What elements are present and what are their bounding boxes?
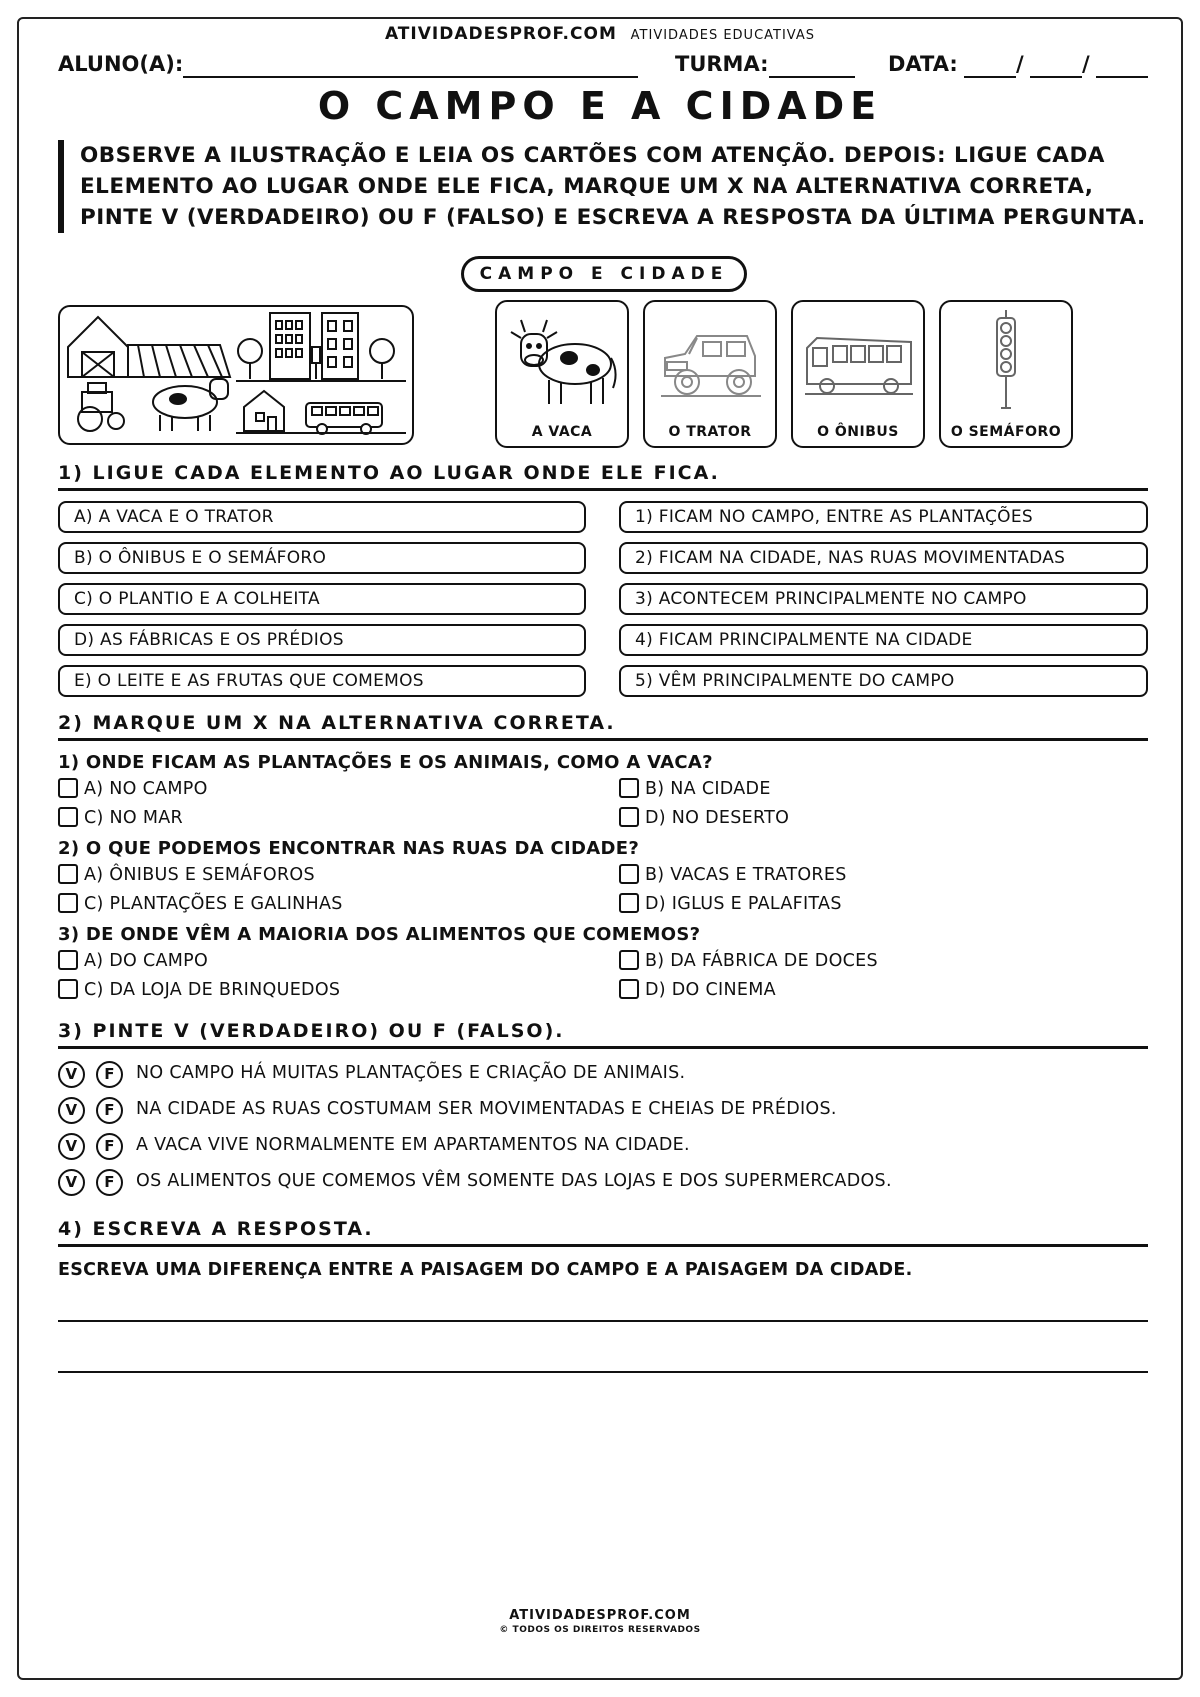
tf-statement: NA CIDADE AS RUAS COSTUMAM SER MOVIMENTADAS E CHEIAS DE PRÉDIOS. — [136, 1099, 837, 1119]
q2-1-option-d[interactable] — [619, 806, 789, 830]
option-label: B) DA FÁBRICA DE DOCES — [645, 951, 878, 971]
true-option-circle[interactable]: V — [58, 1061, 85, 1088]
farm-and-city-scene-illustration — [58, 305, 414, 445]
match-right-2[interactable]: 2) FICAM NA CIDADE, NAS RUAS MOVIMENTADAS — [619, 542, 1148, 574]
false-option-circle[interactable]: F — [96, 1097, 123, 1124]
q4-prompt: ESCREVA UMA DIFERENÇA ENTRE A PAISAGEM DO CAMPO E A PAISAGEM DA CIDADE. — [58, 1260, 913, 1280]
option-label: D) IGLUS E PALAFITAS — [645, 894, 842, 914]
q2-2-option-d[interactable] — [619, 892, 842, 916]
tf-statement: A VACA VIVE NORMALMENTE EM APARTAMENTOS NA CIDADE. — [136, 1135, 690, 1155]
bus-icon — [799, 308, 917, 416]
jeep-icon — [651, 308, 769, 416]
student-name-label: ALUNO(A): — [58, 52, 184, 76]
q3-heading: 3) PINTE V (VERDADEIRO) OU F (FALSO). — [58, 1020, 1148, 1049]
q1-heading: 1) LIGUE CADA ELEMENTO AO LUGAR ONDE ELE FICA. — [58, 462, 1148, 491]
checkbox[interactable] — [58, 864, 78, 884]
card-traffic-light — [939, 300, 1073, 448]
tf-statement: NO CAMPO HÁ MUITAS PLANTAÇÕES E CRIAÇÃO DE ANIMAIS. — [136, 1063, 686, 1083]
option-label: C) PLANTAÇÕES E GALINHAS — [84, 894, 343, 914]
date-slash-2: / — [1082, 52, 1090, 76]
site-subtitle: ATIVIDADES EDUCATIVAS — [630, 28, 816, 43]
match-left-e[interactable]: E) O LEITE E AS FRUTAS QUE COMEMOS — [58, 665, 586, 697]
cow-icon — [503, 308, 621, 416]
match-left-a[interactable]: A) A VACA E O TRATOR — [58, 501, 586, 533]
card-tractor-label: O TRATOR — [668, 424, 752, 440]
page-title: O CAMPO E A CIDADE — [317, 84, 883, 128]
q2-3-option-a[interactable] — [58, 949, 208, 973]
option-label: C) NO MAR — [84, 808, 183, 828]
match-right-4[interactable]: 4) FICAM PRINCIPALMENTE NA CIDADE — [619, 624, 1148, 656]
option-label: A) NO CAMPO — [84, 779, 208, 799]
true-option-circle[interactable]: V — [58, 1097, 85, 1124]
date-month-field[interactable] — [1030, 76, 1082, 78]
match-left-b[interactable]: B) O ÔNIBUS E O SEMÁFORO — [58, 542, 586, 574]
q2-question-1: 1) ONDE FICAM AS PLANTAÇÕES E OS ANIMAIS, COMO A VACA? — [58, 752, 713, 773]
option-label: D) NO DESERTO — [645, 808, 790, 828]
site-brand: ATIVIDADESPROF.COM — [384, 24, 617, 44]
checkbox[interactable] — [619, 807, 639, 827]
class-label: TURMA: — [675, 52, 769, 76]
q4-heading: 4) ESCREVA A RESPOSTA. — [58, 1218, 1148, 1247]
match-left-d[interactable]: D) AS FÁBRICAS E OS PRÉDIOS — [58, 624, 586, 656]
q2-question-3: 3) DE ONDE VÊM A MAIORIA DOS ALIMENTOS QUE COMEMOS? — [58, 924, 701, 945]
card-cow-label: A VACA — [531, 424, 593, 440]
checkbox[interactable] — [619, 979, 639, 999]
section-label-pill: CAMPO E CIDADE — [461, 256, 747, 292]
option-label: A) ÔNIBUS E SEMÁFOROS — [84, 865, 315, 885]
q2-3-option-c[interactable] — [58, 978, 340, 1002]
answer-line-1[interactable] — [58, 1320, 1148, 1322]
q2-2-option-a[interactable] — [58, 863, 315, 887]
q2-3-option-d[interactable] — [619, 978, 776, 1002]
tf-statement: OS ALIMENTOS QUE COMEMOS VÊM SOMENTE DAS LOJAS E DOS SUPERMERCADOS. — [136, 1171, 892, 1191]
q2-1-option-c[interactable] — [58, 806, 183, 830]
option-label: D) DO CINEMA — [645, 980, 776, 1000]
checkbox[interactable] — [619, 864, 639, 884]
checkbox[interactable] — [58, 893, 78, 913]
date-slash-1: / — [1016, 52, 1024, 76]
q2-1-option-b[interactable] — [619, 777, 771, 801]
card-traffic-light-label: O SEMÁFORO — [950, 424, 1062, 440]
student-info-line — [58, 52, 1148, 80]
false-option-circle[interactable]: F — [96, 1133, 123, 1160]
checkbox[interactable] — [58, 950, 78, 970]
option-label: C) DA LOJA DE BRINQUEDOS — [84, 980, 341, 1000]
date-label: DATA: — [888, 52, 958, 76]
option-label: A) DO CAMPO — [84, 951, 209, 971]
q2-2-option-c[interactable] — [58, 892, 343, 916]
date-day-field[interactable] — [964, 76, 1016, 78]
false-option-circle[interactable]: F — [96, 1061, 123, 1088]
q2-3-option-b[interactable] — [619, 949, 878, 973]
q2-2-option-b[interactable] — [619, 863, 847, 887]
class-field[interactable] — [769, 76, 855, 78]
site-header — [0, 24, 1200, 44]
checkbox[interactable] — [619, 893, 639, 913]
footer-rights: © TODOS OS DIREITOS RESERVADOS — [499, 1625, 701, 1635]
q2-question-2: 2) O QUE PODEMOS ENCONTRAR NAS RUAS DA CIDADE? — [58, 838, 640, 859]
card-cow — [495, 300, 629, 448]
false-option-circle[interactable]: F — [96, 1169, 123, 1196]
date-year-field[interactable] — [1096, 76, 1148, 78]
scene-illustration-icon — [60, 307, 412, 443]
traffic-light-icon — [947, 308, 1065, 416]
answer-line-2[interactable] — [58, 1371, 1148, 1373]
checkbox[interactable] — [58, 807, 78, 827]
match-left-c[interactable]: C) O PLANTIO E A COLHEITA — [58, 583, 586, 615]
option-label: B) NA CIDADE — [645, 779, 771, 799]
checkbox[interactable] — [58, 778, 78, 798]
match-right-1[interactable]: 1) FICAM NO CAMPO, ENTRE AS PLANTAÇÕES — [619, 501, 1148, 533]
true-option-circle[interactable]: V — [58, 1133, 85, 1160]
checkbox[interactable] — [619, 778, 639, 798]
footer-site: ATIVIDADESPROF.COM — [509, 1608, 691, 1623]
true-option-circle[interactable]: V — [58, 1169, 85, 1196]
q2-1-option-a[interactable] — [58, 777, 208, 801]
option-label: B) VACAS E TRATORES — [645, 865, 847, 885]
match-right-3[interactable]: 3) ACONTECEM PRINCIPALMENTE NO CAMPO — [619, 583, 1148, 615]
card-tractor — [643, 300, 777, 448]
checkbox[interactable] — [58, 979, 78, 999]
student-name-field[interactable] — [183, 76, 638, 78]
match-right-5[interactable]: 5) VÊM PRINCIPALMENTE DO CAMPO — [619, 665, 1148, 697]
card-bus — [791, 300, 925, 448]
q2-heading: 2) MARQUE UM X NA ALTERNATIVA CORRETA. — [58, 712, 1148, 741]
instructions-text: OBSERVE A ILUSTRAÇÃO E LEIA OS CARTÕES COM ATENÇÃO. DEPOIS: LIGUE CADA ELEMENTO AO LUGAR ONDE ELE FICA, MARQUE UM X NA ALTERNATIVA CORRETA, PINTE V (VERDADEIRO) OU F (FALSO) E ESCREVA A RESPOSTA DA ÚLTIMA PERGUNTA. — [58, 140, 1148, 233]
card-bus-label: O ÔNIBUS — [817, 424, 899, 440]
page-footer — [0, 1608, 1200, 1635]
checkbox[interactable] — [619, 950, 639, 970]
